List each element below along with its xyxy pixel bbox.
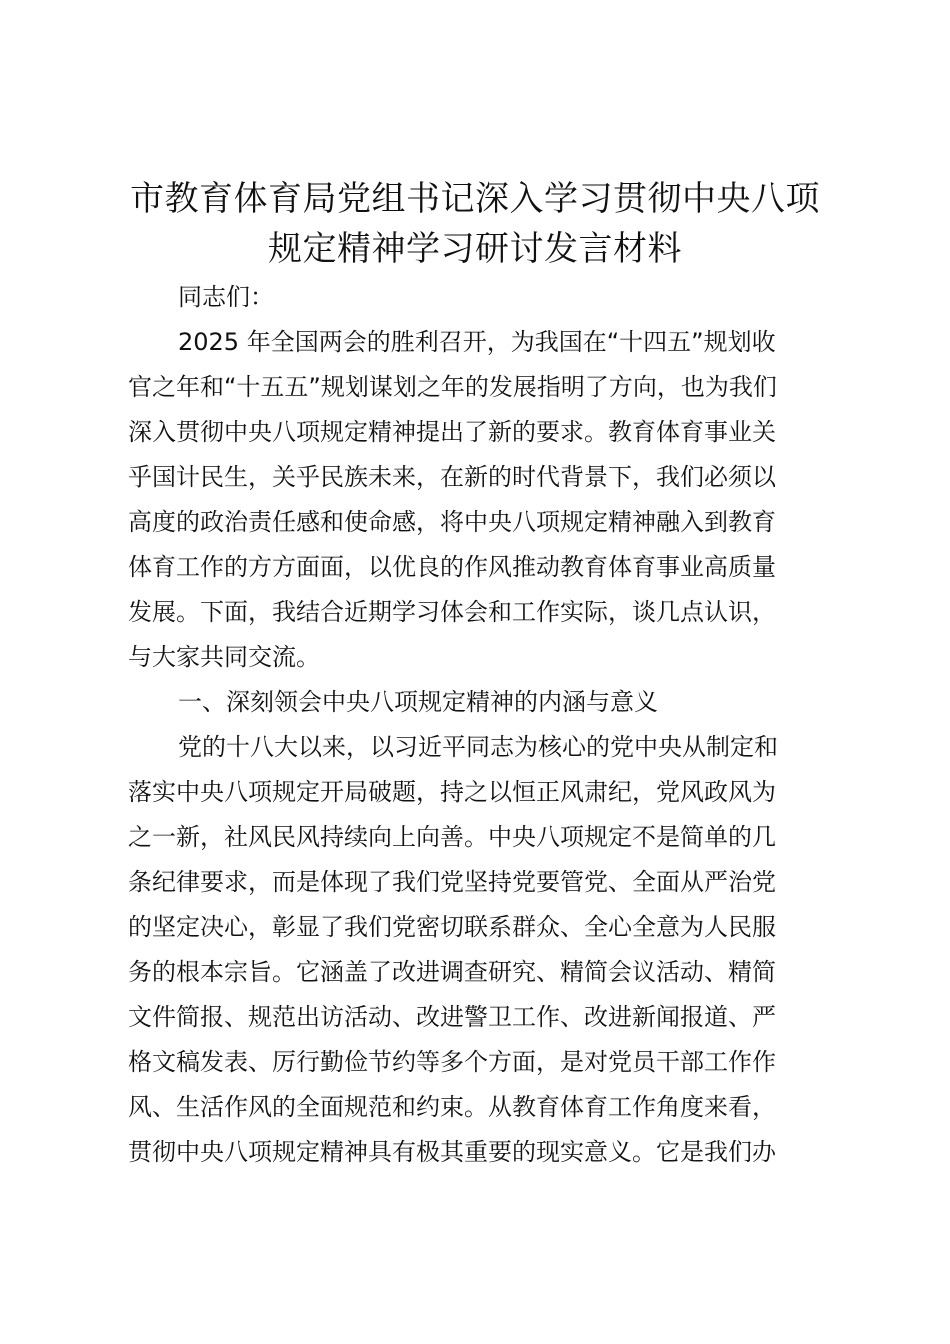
paragraph-line: 的坚定决心，彰显了我们党密切联系群众、全心全意为人民服 <box>128 913 776 941</box>
paragraph-line: 官之年和“十五五”规划谋划之年的发展指明了方向，也为我们 <box>128 373 777 401</box>
paragraph-line: 落实中央八项规定开局破题，持之以恒正风肃纪，党风政风为 <box>128 778 776 806</box>
paragraph-line: 发展。下面，我结合近期学习体会和工作实际，谈几点认识， <box>128 598 776 626</box>
paragraph-line: 贯彻中央八项规定精神具有极其重要的现实意义。它是我们办 <box>128 1138 776 1166</box>
document-title-line-1: 市教育体育局党组书记深入学习贯彻中央八项 <box>130 179 820 219</box>
paragraph-line: 文件简报、规范出访活动、改进警卫工作、改进新闻报道、严 <box>128 1003 776 1031</box>
paragraph-line: 条纪律要求，而是体现了我们党坚持党要管党、全面从严治党 <box>128 868 776 896</box>
paragraph-line: 体育工作的方方面面，以优良的作风推动教育体育事业高质量 <box>128 553 776 581</box>
paragraph-line: 2025 年全国两会的胜利召开，为我国在“十四五”规划收 <box>178 328 776 356</box>
paragraph-line: 党的十八大以来，以习近平同志为核心的党中央从制定和 <box>178 733 778 761</box>
paragraph-line: 与大家共同交流。 <box>128 643 320 671</box>
paragraph-line: 乎国计民生，关乎民族未来，在新的时代背景下，我们必须以 <box>128 463 776 491</box>
paragraph-line: 高度的政治责任感和使命感，将中央八项规定精神融入到教育 <box>128 508 776 536</box>
document-title-line-2: 规定精神学习研讨发言材料 <box>268 229 682 269</box>
paragraph-line: 格文稿发表、厉行勤俭节约等多个方面，是对党员干部工作作 <box>128 1048 776 1076</box>
paragraph-line: 深入贯彻中央八项规定精神提出了新的要求。教育体育事业关 <box>128 418 776 446</box>
paragraph-line: 之一新，社风民风持续向上向善。中央八项规定不是简单的几 <box>128 823 776 851</box>
salutation: 同志们： <box>178 283 274 311</box>
section-heading: 一、深刻领会中央八项规定精神的内涵与意义 <box>178 688 658 716</box>
paragraph-line: 务的根本宗旨。它涵盖了改进调查研究、精简会议活动、精简 <box>128 958 776 986</box>
paragraph-line: 风、生活作风的全面规范和约束。从教育体育工作角度来看， <box>128 1093 776 1121</box>
